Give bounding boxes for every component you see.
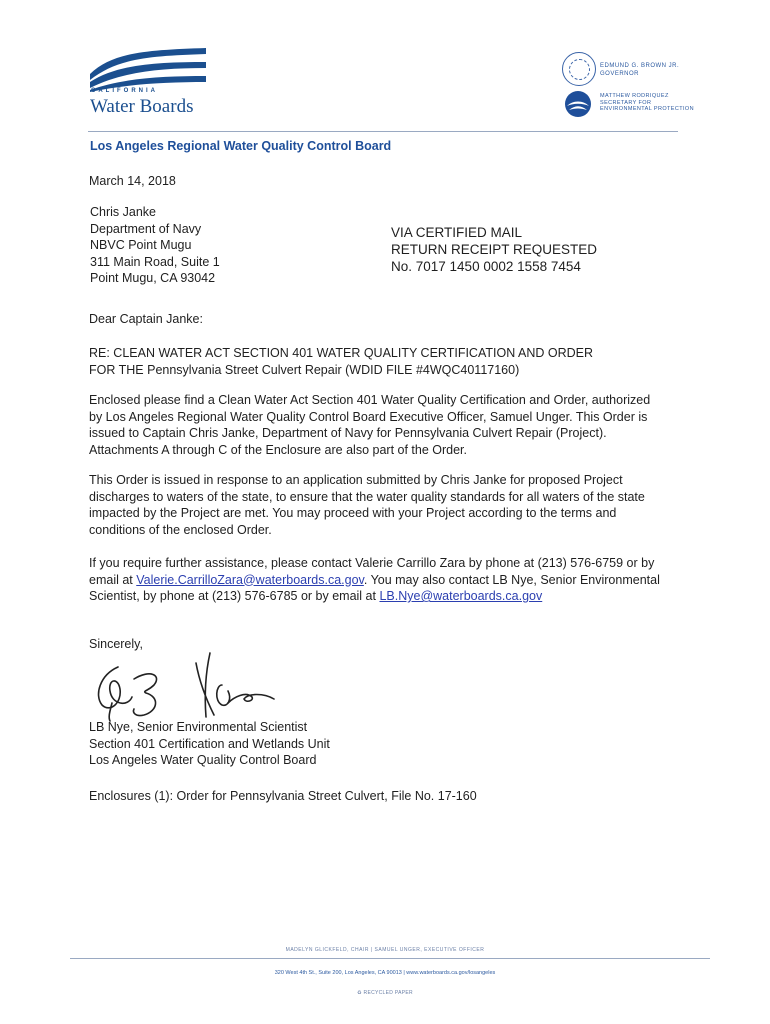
secretary-title-1: SECRETARY FOR: [600, 99, 652, 106]
contact-text-2: . You may also contact LB Nye, Senior Environmental Scientist, by phone at (213) 576-6785 or by email at: [89, 572, 660, 603]
recipient-line: Chris Janke: [90, 205, 156, 219]
delivery-line: RETURN RECEIPT REQUESTED: [391, 242, 598, 257]
governor-title: GOVERNOR: [600, 71, 640, 77]
signer-organization: Los Angeles Water Quality Control Board: [89, 753, 317, 767]
recipient-line: NBVC Point Mugu: [90, 238, 192, 252]
body-paragraph-1: Enclosed please find a Clean Water Act Section 401 Water Quality Certification and Order, authorized by Los Angeles Regional Water Quality Control Board Executive Officer, Samuel Unger. This Order is issued to Captain Chris Janke, Department of Navy for Pennsylvania Culvert Repair (Project). Attachments A through C of the Enclosure are also part of the Order.: [89, 393, 651, 457]
delivery-method: [391, 224, 597, 275]
body-paragraph-2: This Order is issued in response to an application submitted by Chris Janke for proposed Project discharges to waters of the state, to ensure that the water quality standards for all waters of the state impacted by the Project are met. You may proceed with your Project according to the terms and conditions of the enclosed Order.: [89, 473, 645, 537]
state-seal-icon: [562, 52, 596, 86]
closing: Sincerely,: [89, 637, 143, 651]
subject-line: [89, 345, 669, 378]
calepa-logo-icon: [563, 89, 593, 119]
handwritten-signature: [88, 645, 288, 730]
recycled-paper-note: ♻ RECYCLED PAPER: [357, 990, 413, 996]
signer-name-title: LB Nye, Senior Environmental Scientist: [89, 720, 308, 734]
salutation: Dear Captain Janke:: [89, 312, 203, 326]
footer-address: 320 West 4th St., Suite 200, Los Angeles, CA 90013 | www.waterboards.ca.gov/losangeles: [274, 970, 496, 976]
delivery-line: VIA CERTIFIED MAIL: [391, 225, 523, 240]
body-paragraph-3: [89, 555, 664, 605]
header-divider: [88, 131, 678, 132]
recipient-line: Department of Navy: [90, 221, 202, 236]
recipient-address: [90, 204, 220, 287]
letter-date: March 14, 2018: [89, 174, 176, 188]
secretary-block: [600, 93, 694, 113]
subject-line-1: RE: CLEAN WATER ACT SECTION 401 WATER QUALITY CERTIFICATION AND ORDER: [89, 346, 594, 360]
enclosures-line: Enclosures (1): Order for Pennsylvania Street Culvert, File No. 17-160: [89, 789, 477, 803]
logo-water-boards-text: Water Boards: [90, 96, 194, 117]
footer-officers: MADELYN GLICKFELD, CHAIR | SAMUEL UNGER, EXECUTIVE OFFICER: [285, 947, 485, 953]
subject-line-2: FOR THE Pennsylvania Street Culvert Repair (WDID FILE #4WQC40117160): [89, 362, 520, 377]
water-boards-logo-waves: [88, 44, 208, 92]
tracking-number: No. 7017 1450 0002 1558 7454: [391, 259, 581, 274]
email-link-carrillo-zara[interactable]: Valerie.CarrilloZara@waterboards.ca.gov: [136, 572, 364, 587]
recipient-line: 311 Main Road, Suite 1: [90, 254, 220, 269]
signer-unit: Section 401 Certification and Wetlands Unit: [89, 736, 330, 751]
signature-block: [89, 719, 330, 769]
governor-block: [600, 62, 679, 78]
board-name: Los Angeles Regional Water Quality Control Board: [90, 139, 392, 153]
email-link-nye[interactable]: LB.Nye@waterboards.ca.gov: [379, 589, 543, 603]
secretary-name: MATTHEW RODRIQUEZ: [600, 93, 669, 99]
logo-california-text: CALIFORNIA: [91, 88, 158, 94]
recipient-line: Point Mugu, CA 93042: [90, 271, 216, 285]
footer-divider: [70, 958, 710, 959]
governor-name: EDMUND G. BROWN JR.: [600, 63, 680, 69]
contact-text-1: If you require further assistance, please contact Valerie Carrillo Zara by phone at (213) 576-6759 or by email at: [89, 556, 655, 587]
secretary-title-2: ENVIRONMENTAL PROTECTION: [600, 106, 694, 112]
